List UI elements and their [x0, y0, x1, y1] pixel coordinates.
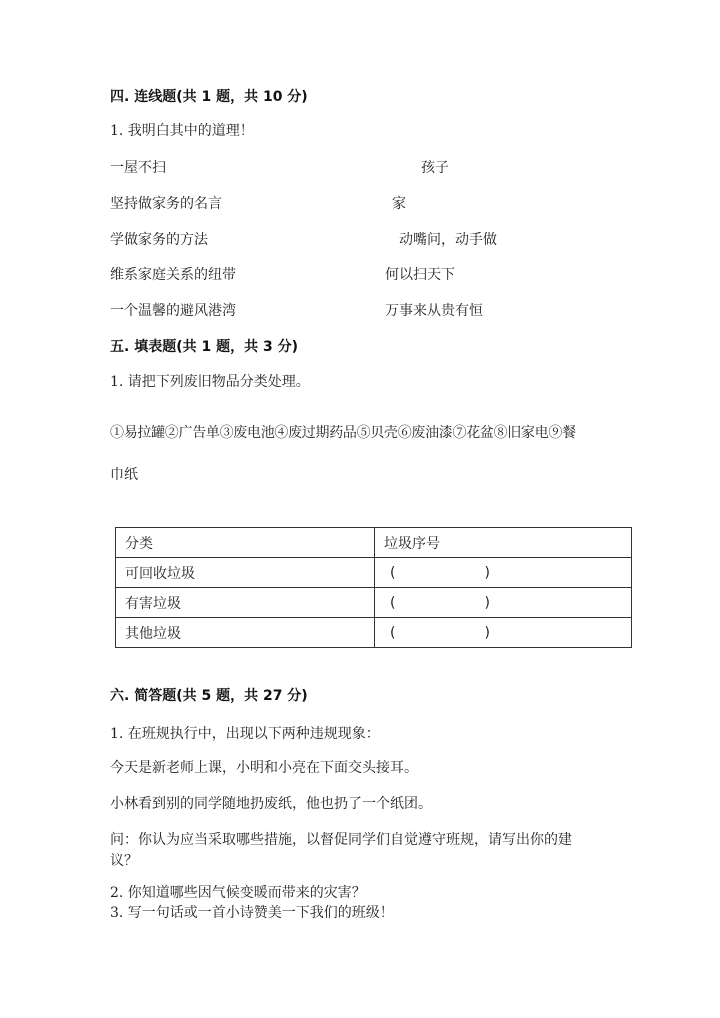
match-right-item: 孩子: [421, 160, 449, 176]
open-paren: (: [390, 564, 396, 581]
match-right-item: 家: [392, 196, 406, 212]
items-list: ①易拉罐②广告单③废电池④废过期药品⑤贝壳⑥废油漆⑦花盆⑧旧家电⑨餐: [110, 425, 576, 441]
items-list: 巾纸: [110, 467, 138, 483]
match-right-item: 何以扫天下: [385, 267, 455, 283]
question-text: 2. 你知道哪些因气候变暖而带来的灾害？: [110, 885, 366, 901]
answer-cell[interactable]: [375, 588, 632, 618]
answer-cell[interactable]: [375, 558, 632, 588]
close-paren: ): [484, 594, 490, 611]
category-cell: 有害垃圾: [116, 588, 375, 618]
open-paren: (: [390, 624, 396, 641]
match-left-item: 一屋不扫: [110, 160, 166, 176]
match-right-item: 万事来从贵有恒: [385, 303, 483, 319]
category-cell: 其他垃圾: [116, 618, 375, 648]
question-text: 小林看到别的同学随地扔废纸，他也扔了一个纸团。: [110, 796, 432, 812]
table-row: [116, 618, 632, 648]
question-text: 问：你认为应当采取哪些措施，以督促同学们自觉遵守班规，请写出你的建: [110, 832, 572, 848]
match-left-item: 维系家庭关系的纽带: [110, 267, 236, 283]
question-text: 3. 写一句话或一首小诗赞美一下我们的班级！: [110, 905, 394, 921]
table-row: [116, 558, 632, 588]
table-header: 垃圾序号: [375, 528, 632, 558]
category-cell: 可回收垃圾: [116, 558, 375, 588]
answer-cell[interactable]: [375, 618, 632, 648]
question-text: 今天是新老师上课，小明和小亮在下面交头接耳。: [110, 760, 418, 776]
table-row: [116, 588, 632, 618]
question-text: 1. 在班规执行中，出现以下两种违规现象：: [110, 726, 380, 742]
close-paren: ): [484, 564, 490, 581]
close-paren: ): [484, 624, 490, 641]
question-text: 1. 请把下列废旧物品分类处理。: [110, 374, 310, 390]
table-header-row: [116, 528, 632, 558]
section-5-heading: 五. 填表题(共 1 题，共 3 分): [110, 339, 298, 355]
match-left-item: 坚持做家务的名言: [110, 196, 222, 212]
match-left-item: 一个温馨的避风港湾: [110, 303, 236, 319]
section-6-heading: 六. 简答题(共 5 题，共 27 分): [110, 688, 308, 704]
section-4-heading: 四. 连线题(共 1 题，共 10 分): [110, 89, 308, 105]
classification-table: [115, 527, 632, 648]
open-paren: (: [390, 594, 396, 611]
table-header: 分类: [116, 528, 375, 558]
question-text: 1. 我明白其中的道理！: [110, 123, 254, 139]
match-left-item: 学做家务的方法: [110, 232, 208, 248]
match-right-item: 动嘴问，动手做: [399, 232, 497, 248]
question-text: 议？: [110, 853, 138, 869]
